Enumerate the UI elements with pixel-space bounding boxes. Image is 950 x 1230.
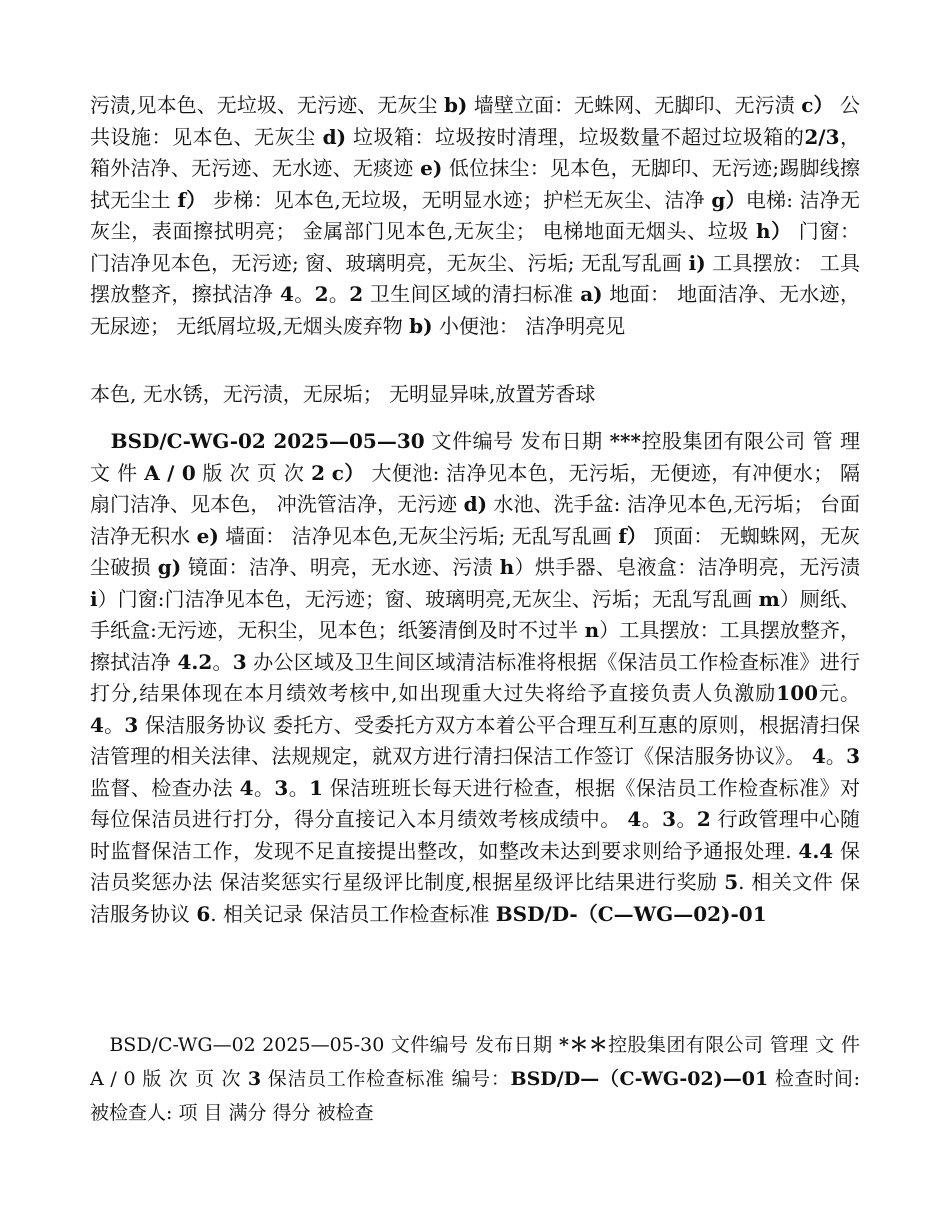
bold-text-run: 3 bbox=[274, 775, 289, 800]
bold-text-run: 4 bbox=[239, 775, 254, 800]
text-run: 保洁班班长每天进行检查，根据《保洁员工作检查标准》对每位保洁员进行打分，得分直接记入本月绩效考核成绩中。 bbox=[90, 775, 861, 831]
text-run: 保洁员奖惩办法 保洁奖惩实行星级评比制度,根据星级评比结果进行奖励 bbox=[90, 838, 861, 894]
text-run: . 相关文件 保洁服务协议 bbox=[90, 870, 861, 926]
bold-text-run: 2 bbox=[314, 282, 329, 306]
bold-text-run: b) bbox=[443, 93, 468, 117]
text-run: 元。 bbox=[818, 681, 861, 705]
text-run: 保洁员工作检查标准 编号： bbox=[261, 1068, 511, 1090]
bold-text-run: 3 bbox=[232, 649, 247, 674]
text-run: 镜面：洁净、明亮，无水迹、污渍 bbox=[181, 555, 500, 579]
text-run: ）厕纸、手纸盒:无污迹，无积尘，见本色；纸篓清倒及时不过半 bbox=[90, 586, 861, 642]
bold-text-run: 2 bbox=[696, 807, 711, 831]
bold-text-run: BSD/D—（C-WG-02)—01 bbox=[510, 1068, 769, 1090]
text-run: 。 bbox=[212, 649, 233, 674]
bold-text-run: *＊＊ bbox=[558, 1034, 609, 1056]
bold-text-run: c） bbox=[331, 460, 365, 485]
bold-text-run: 6 bbox=[196, 901, 211, 926]
bold-text-run: 2 bbox=[349, 282, 364, 306]
text-run: 门窗： 门洁净见本色，无污迹; 窗、玻璃明亮，无灰尘、污垢; 无乱写乱画 bbox=[90, 219, 861, 275]
text-run: 低位抹尘：见本色，无脚印、无污迹;踢脚线擦拭无尘土 bbox=[90, 156, 860, 212]
bold-text-run: 100 bbox=[776, 681, 819, 705]
bold-text-run: 4 bbox=[627, 807, 642, 831]
bold-text-run: BSD/D-（C—WG—02)-01 bbox=[495, 901, 767, 926]
text-run: ）烘手器、皂液盒：洁净明亮，无污渍 bbox=[514, 555, 860, 579]
text-run: 小便池： 洁净明亮见 bbox=[432, 313, 626, 338]
text-run: 行政管理中心随时监督保洁工作，发现不足直接提出整改，如整改未达到要求则给予通报处理. bbox=[90, 807, 861, 863]
text-run: 。 bbox=[641, 807, 663, 831]
bold-text-run: 4.4 bbox=[798, 838, 834, 863]
bold-text-run: i bbox=[90, 586, 98, 611]
bold-text-run: g) bbox=[157, 555, 182, 579]
bold-text-run: 3 bbox=[846, 744, 861, 768]
bold-text-run: 4.2 bbox=[177, 649, 213, 674]
text-run: 污渍,见本色、无垃圾、无污迹、无灰尘 bbox=[90, 93, 444, 117]
bold-text-run: 4 bbox=[811, 744, 826, 768]
text-run: 。 bbox=[825, 744, 847, 768]
bold-text-run: i) bbox=[688, 250, 706, 275]
bold-text-run: d) bbox=[463, 492, 488, 516]
text-run: 垃圾箱：垃圾按时清理，垃圾数量不超过垃圾箱的 bbox=[346, 124, 805, 149]
bold-text-run: c） bbox=[801, 93, 834, 117]
paragraph-urinal-standard-end bbox=[90, 379, 860, 411]
text-run: 。 bbox=[288, 775, 310, 800]
bold-text-run: 3 bbox=[662, 807, 677, 831]
bold-text-run: 2/3 bbox=[804, 124, 840, 149]
text-run: BSD/C-WG—02 2025—05-30 文件编号 发布日期 bbox=[90, 1034, 559, 1056]
bold-text-run: A / 0 bbox=[144, 460, 196, 485]
text-run bbox=[325, 461, 332, 485]
paragraph-page-2-body bbox=[90, 426, 860, 930]
text-run: 文件编号 发布日期 bbox=[424, 429, 610, 453]
bold-text-run: 3 bbox=[247, 1068, 262, 1090]
text-run: 墙面： 洁净见本色,无灰尘污垢; 无乱写乱画 bbox=[218, 523, 619, 548]
bold-text-run: f） bbox=[177, 187, 207, 212]
text-run: 公共设施：见本色、无灰尘 bbox=[90, 93, 860, 149]
bold-text-run: h bbox=[499, 555, 515, 579]
text-run: 控股集团有限公司 管 理 文 件 bbox=[90, 429, 861, 485]
bold-text-run: a) bbox=[580, 282, 603, 306]
bold-text-run: 2 bbox=[311, 460, 326, 485]
paragraph-page-3-header bbox=[90, 1028, 860, 1130]
text-run bbox=[90, 429, 111, 453]
text-run: 顶面： 无蜘蛛网，无灰尘破损 bbox=[90, 523, 861, 579]
text-run: ）工具摆放：工具摆放整齐，擦拭洁净 bbox=[90, 618, 860, 674]
text-run: ，箱外洁净、无污迹、无水迹、无痰迹 bbox=[90, 124, 861, 180]
bold-text-run: f） bbox=[618, 523, 647, 548]
bold-text-run: e) bbox=[196, 523, 219, 548]
text-run: 卫生间区域的清扫标准 bbox=[363, 282, 581, 306]
text-run: 。 bbox=[103, 712, 125, 737]
bold-text-run: e) bbox=[420, 156, 443, 180]
text-run: 。 bbox=[328, 282, 350, 306]
bold-text-run: h） bbox=[755, 219, 792, 243]
text-run: 检查时间: 被检查人: 项 目 满分 得分 被检查 bbox=[90, 1068, 860, 1124]
text-run: 。 bbox=[293, 282, 315, 306]
bold-text-run: 1 bbox=[309, 775, 324, 800]
paragraph-cleaning-standards bbox=[90, 90, 860, 342]
bold-text-run: 5 bbox=[724, 870, 739, 894]
bold-text-run: 3 bbox=[124, 712, 139, 737]
text-run: 版 次 页 次 bbox=[195, 460, 312, 485]
text-run: 监督、检查办法 bbox=[90, 775, 240, 800]
text-run: 保洁服务协议 委托方、受委托方双方本着公平合理互利互惠的原则，根据清扫保洁管理的相关法律、法规规定，就双方进行清扫保洁工作签订《保洁服务协议》。 bbox=[90, 712, 860, 768]
bold-text-run: b) bbox=[409, 313, 433, 338]
bold-text-run: 4 bbox=[90, 712, 104, 737]
text-run: 。 bbox=[253, 775, 275, 800]
text-run: 水池、洗手盆: 洁净见本色,无污垢； 台面洁净无积水 bbox=[90, 492, 861, 548]
text-run: 地面： 地面洁净、无水迹，无尿迹； 无纸屑垃圾,无烟头废弃物 bbox=[90, 282, 860, 338]
text-run: 。 bbox=[676, 807, 697, 831]
text-run: 工具摆放： 工具摆放整齐，擦拭洁净 bbox=[90, 250, 860, 306]
text-run: 大便池: 洁净见本色，无污垢，无便迹，有冲便水； 隔扇门洁净、见本色， 冲洗管洁净，无污迹 bbox=[90, 460, 861, 516]
text-run: 墙壁立面：无蛛网、无脚印、无污渍 bbox=[467, 93, 802, 117]
bold-text-run: *** bbox=[609, 429, 641, 453]
bold-text-run: 4 bbox=[279, 282, 294, 306]
text-run: 控股集团有限公司 管理 文 件 A / 0 版 次 页 次 bbox=[90, 1034, 860, 1090]
text-run: ）门窗:门洁净见本色，无污迹；窗、玻璃明亮,无灰尘、污垢；无乱写乱画 bbox=[97, 586, 759, 611]
text-run: 电梯: 洁净无灰尘，表面擦拭明亮； 金属部门见本色,无灰尘； 电梯地面无烟头、垃圾 bbox=[90, 187, 861, 243]
bold-text-run: g） bbox=[711, 187, 746, 212]
bold-text-run: BSD/C-WG-02 2025—05—30 bbox=[110, 429, 425, 453]
bold-text-run: n bbox=[584, 618, 600, 642]
bold-text-run: d) bbox=[322, 124, 347, 149]
bold-text-run: m bbox=[758, 586, 780, 611]
text-run: . 相关记录 保洁员工作检查标准 bbox=[210, 901, 496, 926]
text-run: 步梯：见本色,无垃圾，无明显水迹；护栏无灰尘、洁净 bbox=[206, 187, 712, 212]
text-run: 办公区域及卫生间区域清洁标准将根据《保洁员工作检查标准》进行打分,结果体现在本月绩效考核中,如出现重大过失将给予直接负责人负激励 bbox=[90, 649, 861, 705]
text-run: 本色, 无水锈，无污渍，无尿垢； 无明显异味,放置芳香球 bbox=[90, 382, 596, 406]
